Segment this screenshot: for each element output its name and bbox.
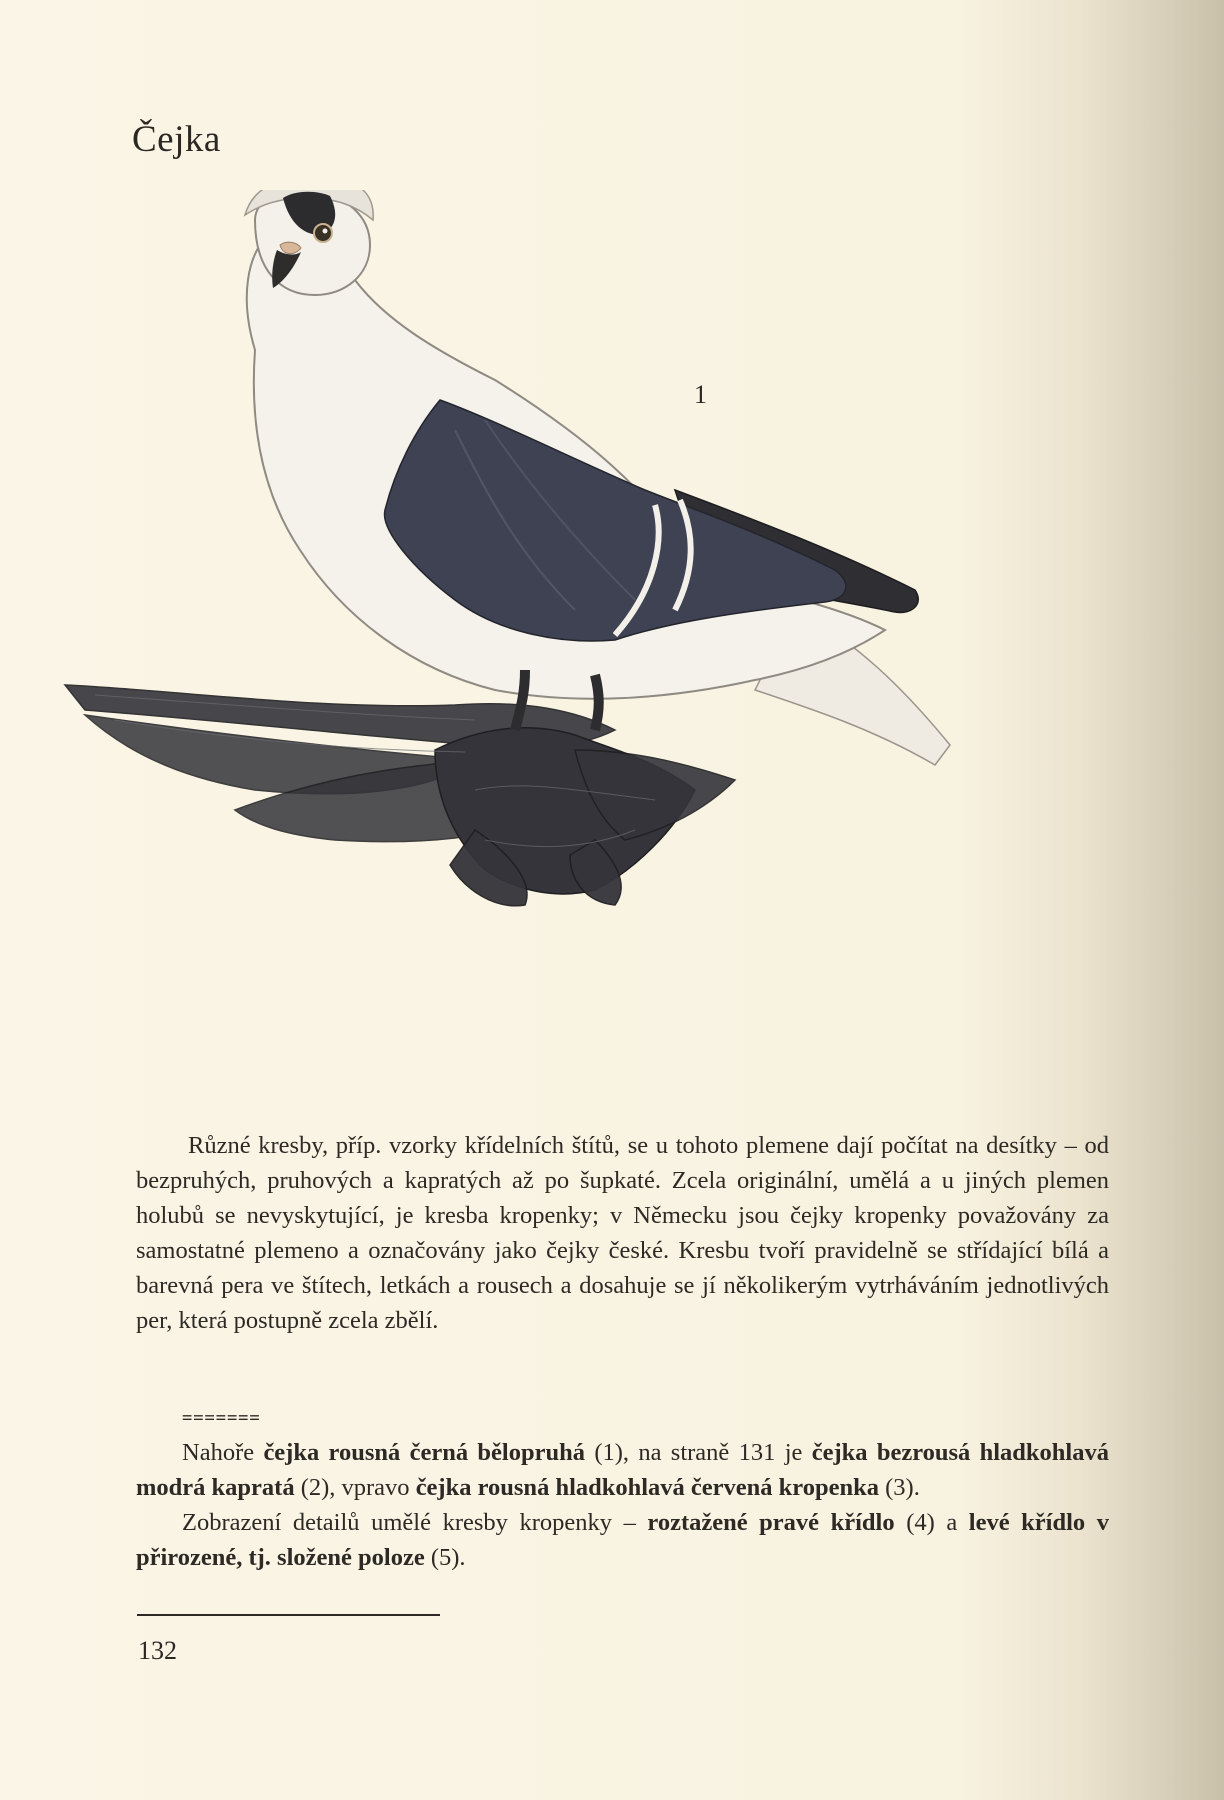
pigeon-illustration-icon (55, 190, 1095, 1050)
feet-muffs (65, 685, 735, 906)
footer-rule (137, 1614, 440, 1616)
page-number: 132 (138, 1636, 177, 1665)
page-title: Čejka (132, 119, 221, 160)
plate-number: 1 (694, 380, 707, 409)
caption-bold: roztažené pravé křídlo (647, 1509, 895, 1536)
separator: ======= (182, 1408, 261, 1428)
caption-1: Nahoře čejka rousná černá bělopruhá (1), na straně 131 je čejka bezrousá hladkohlavá modrá kapratá (2), vpravo čejka rousná hladkohlavá červená kropenka (3). (136, 1439, 1109, 1501)
caption-bold: levé křídlo v přirozené, tj. složené poloze (136, 1509, 1109, 1571)
caption-2: Zobrazení detailů umělé kresby kropenky – roztažené pravé křídlo (4) a levé křídlo v přirozené, tj. složené poloze (5). (136, 1509, 1109, 1571)
caption-bold: čejka rousná hladkohlavá červená kropenka (415, 1474, 879, 1501)
body-paragraph: Různé kresby, příp. vzorky křídelních štítů, se u tohoto plemene dají počítat na desítky – od bezpruhých, pruhových a kapratých až po šupkaté. Zcela originální, umělá a u jiných plemen holubů se nevyskytující, je kresba kropenky; v Německu jsou čejky kropenky považovány za samostatné plemeno a označovány jako čejky české. Kresbu tvoří pravidelně se střídající bílá a barevná pera ve štítech, letkách a rousech a dosahuje se jí několikerým vytrháváním jednotlivých per, která postupně zcela zbělí. (136, 1132, 1109, 1334)
captions (136, 1435, 1109, 1575)
caption-bold: čejka bezrousá hladkohlavá modrá kapratá (136, 1439, 1109, 1501)
caption-bold: čejka rousná černá bělopruhá (263, 1439, 585, 1466)
eye (314, 224, 332, 242)
